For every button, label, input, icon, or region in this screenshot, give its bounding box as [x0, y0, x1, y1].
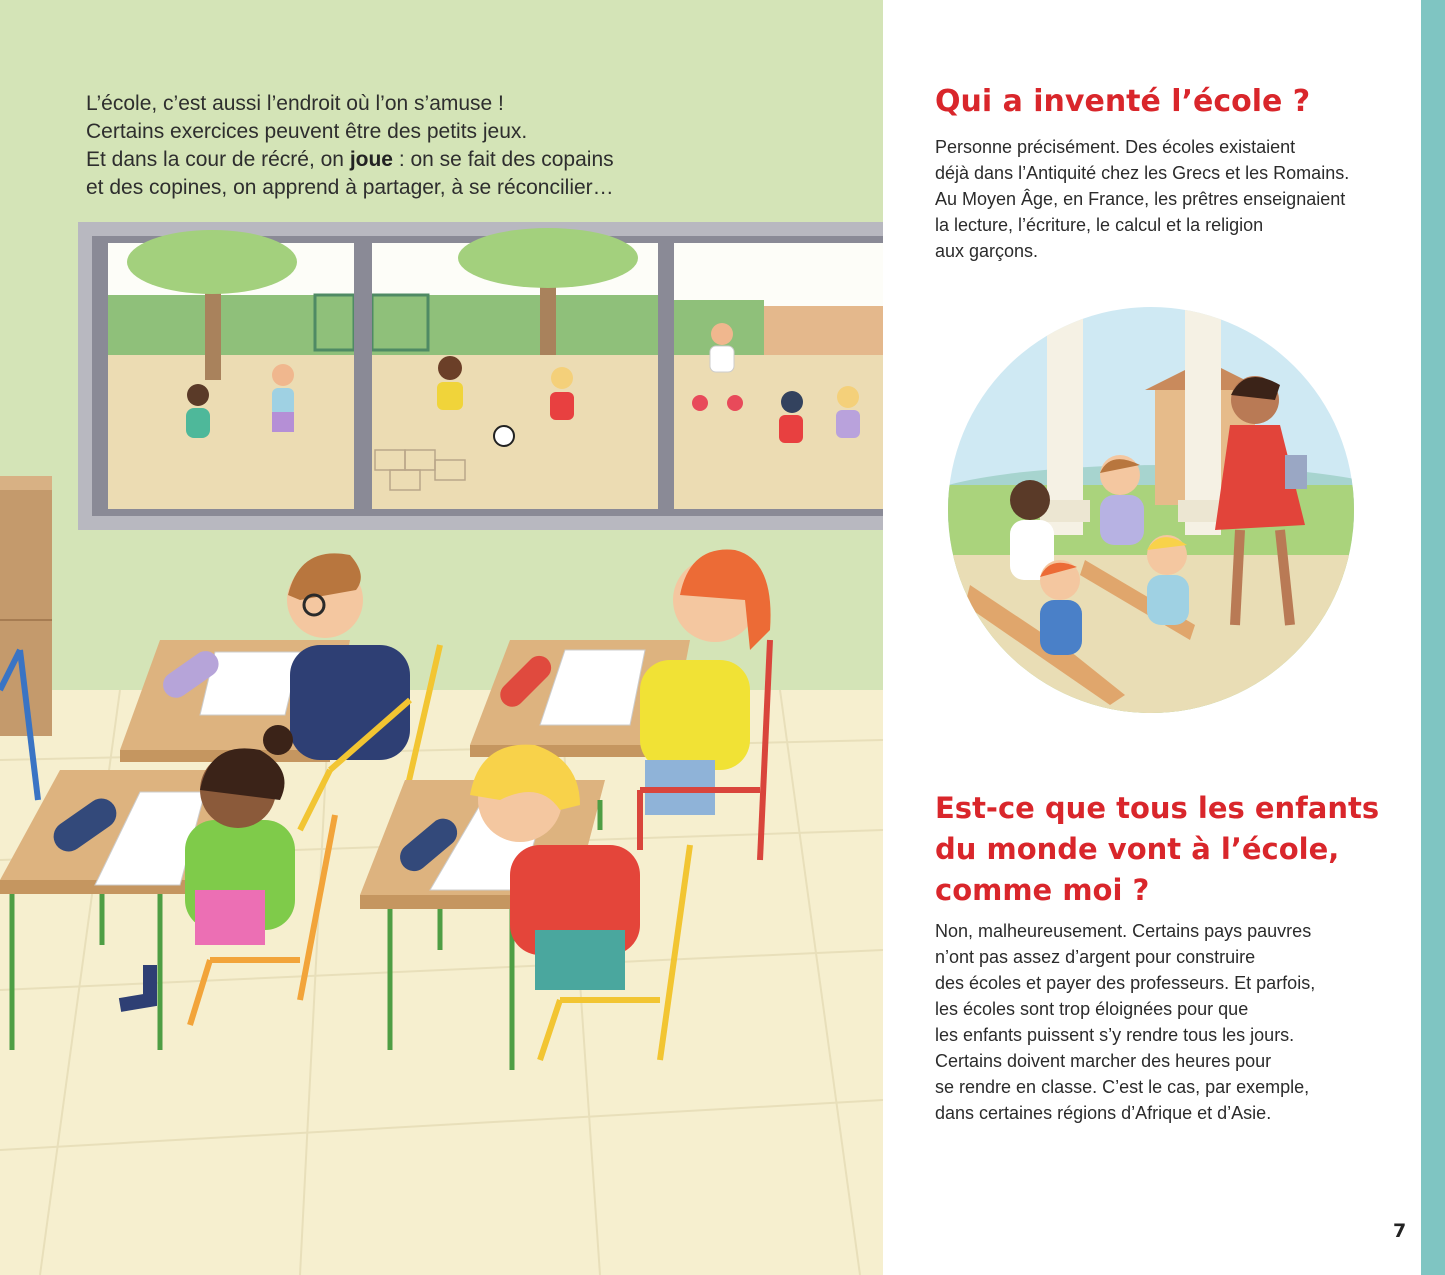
page-edge-stripe [1421, 0, 1445, 1275]
section-2-line: Non, malheureusement. Certains pays pauvres [935, 921, 1312, 941]
intro-line-3-end: : on se fait des copains [392, 148, 614, 171]
intro-line-2: Certains exercices peuvent être des petits jeux. [86, 120, 528, 143]
section-2-line: se rendre en classe. C’est le cas, par exemple, [935, 1077, 1310, 1097]
intro-bold-word: joue [349, 148, 393, 171]
intro-line-3-start: Et dans la cour de récré, on [86, 148, 350, 171]
section-2-line: des écoles et payer des professeurs. Et parfois, [935, 973, 1316, 993]
section-2-line: Certains doivent marcher des heures pour [935, 1051, 1272, 1071]
section-2-heading [935, 788, 1395, 911]
section-1-line: la lecture, l’écriture, le calcul et la religion [935, 215, 1264, 235]
section-1-heading: Qui a inventé l’école ? [935, 84, 1311, 119]
section-2-heading-line: du monde vont à l’école, [935, 832, 1340, 866]
section-1-line: déjà dans l’Antiquité chez les Grecs et les Romains. [935, 163, 1350, 183]
section-1-line: aux garçons. [935, 241, 1039, 261]
intro-paragraph [86, 90, 706, 202]
intro-line-1: L’école, c’est aussi l’endroit où l’on s’amuse ! [86, 92, 504, 115]
section-2-heading-line: comme moi ? [935, 873, 1150, 907]
section-2-line: n’ont pas assez d’argent pour construire [935, 947, 1256, 967]
section-2-heading-line: Est-ce que tous les enfants [935, 791, 1380, 825]
section-2-line: dans certaines régions d’Afrique et d’Asie. [935, 1103, 1272, 1123]
page-number: 7 [1393, 1220, 1407, 1242]
section-1-text [935, 134, 1405, 264]
section-2-line: les enfants puissent s’y rendre tous les jours. [935, 1025, 1295, 1045]
intro-line-4: et des copines, on apprend à partager, à se réconcilier… [86, 176, 614, 199]
section-1-line: Personne précisément. Des écoles existaient [935, 137, 1296, 157]
section-2-line: les écoles sont trop éloignées pour que [935, 999, 1249, 1019]
section-2-text [935, 918, 1405, 1126]
section-1-line: Au Moyen Âge, en France, les prêtres enseignaient [935, 189, 1346, 209]
roman-school-illustration [935, 305, 1367, 715]
